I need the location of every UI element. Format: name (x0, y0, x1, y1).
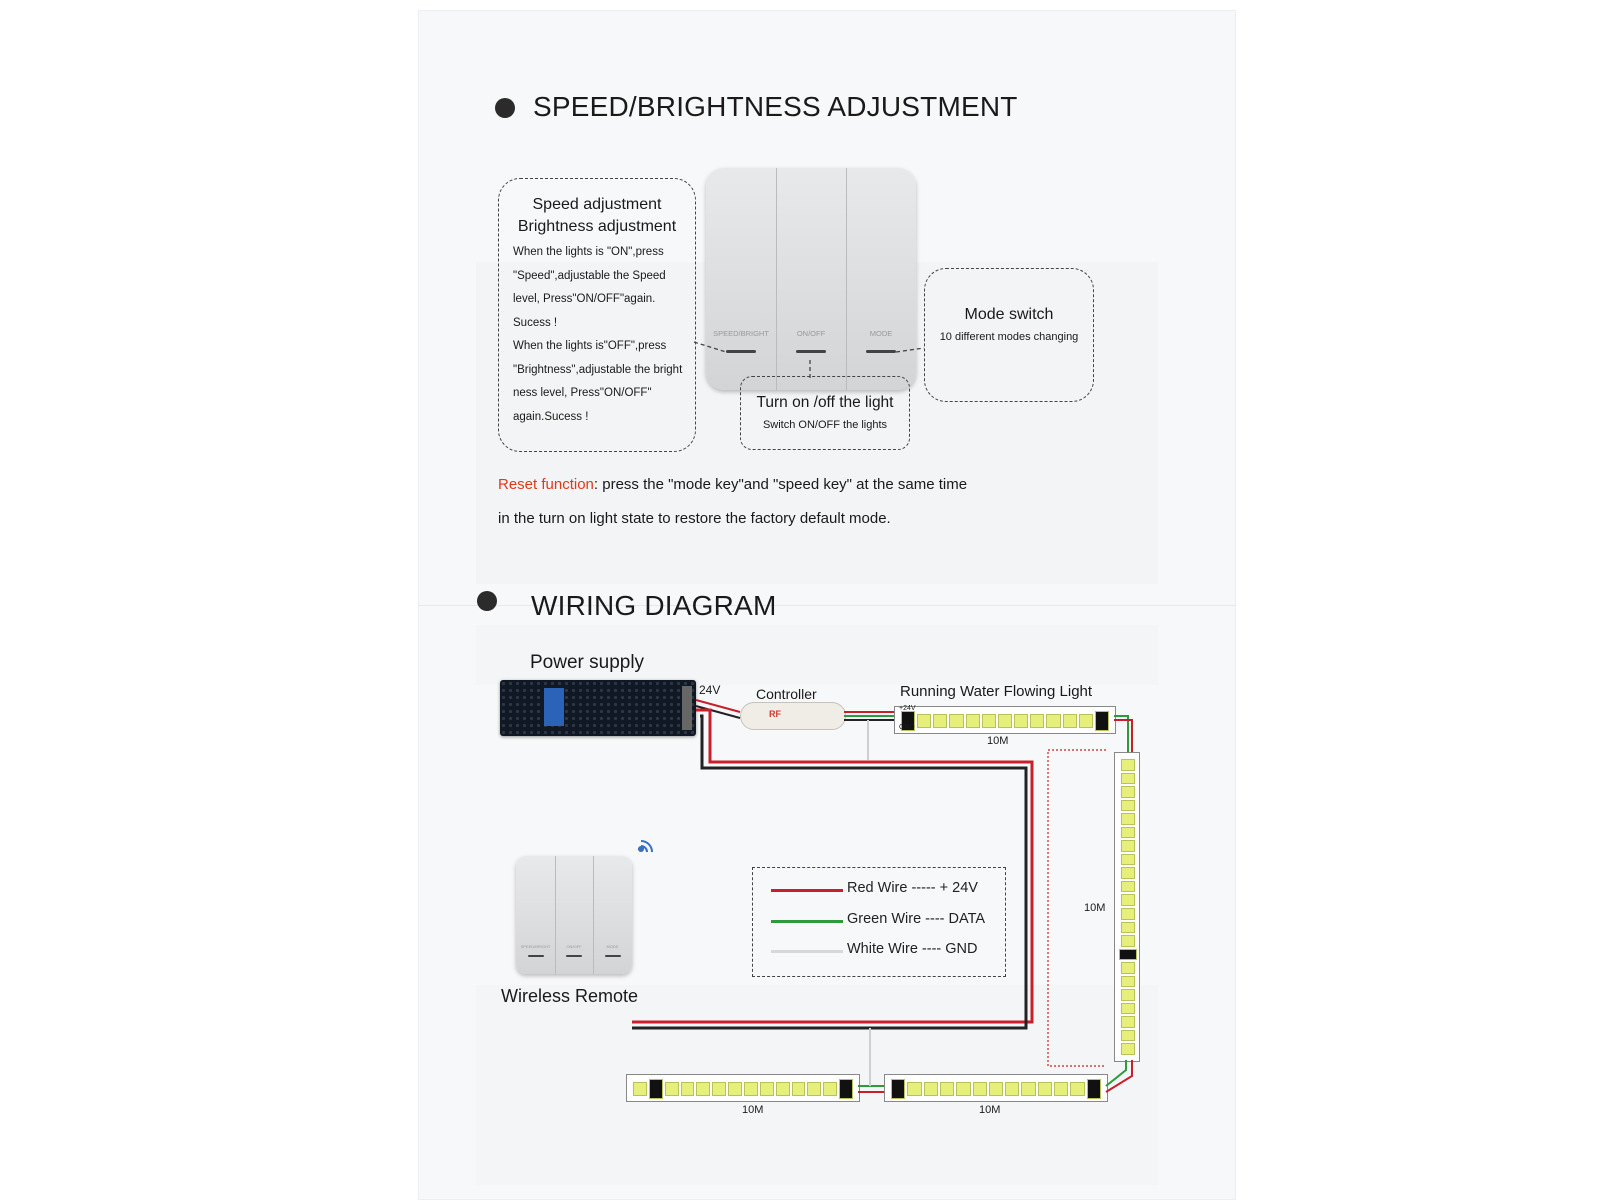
wireless-signal-icon (638, 838, 654, 854)
key-indicator (866, 350, 896, 353)
led-chip (998, 714, 1012, 728)
reset-function-text: : press the "mode key"and "speed key" at the same time (593, 476, 968, 493)
led-chip (1121, 800, 1135, 812)
led-chip (728, 1082, 742, 1096)
led-chip (1121, 759, 1135, 771)
led-chip (712, 1082, 726, 1096)
wireless-remote-label: Wireless Remote (501, 986, 639, 1006)
instruction-line: "Speed",adjustable the Speed (513, 269, 666, 282)
on-off-title: Turn on /off the light (756, 394, 894, 411)
key-indicator (528, 955, 544, 957)
section-bullet (495, 98, 515, 118)
led-chip (924, 1082, 938, 1096)
led-chip (1121, 894, 1135, 906)
led-chip (776, 1082, 790, 1096)
led-chip (1063, 714, 1077, 728)
key-label: MODE (869, 329, 893, 338)
legend-line-red (771, 889, 843, 892)
strip-title-label: Running Water Flowing Light (900, 683, 1093, 700)
mode-switch-subtitle: 10 different modes changing (939, 331, 1079, 343)
brightness-title: Brightness adjustment (517, 218, 677, 235)
mode-switch-callout (924, 268, 1094, 402)
led-chip (1030, 714, 1044, 728)
led-chip (1014, 714, 1028, 728)
led-chip (907, 1082, 921, 1096)
key-indicator (605, 955, 621, 957)
key-label: ON/OFF (566, 944, 582, 949)
led-chip (1121, 922, 1135, 934)
wireless-remote-photo (516, 856, 632, 974)
led-chip (633, 1082, 647, 1096)
reset-function-label: Reset function (498, 476, 594, 493)
led-chip (1005, 1082, 1019, 1096)
legend-red-text: Red Wire ----- + 24V (847, 880, 978, 896)
led-chip (823, 1082, 837, 1096)
led-chip (1079, 714, 1093, 728)
led-chip (1121, 962, 1135, 974)
speed-instructions (513, 241, 682, 429)
key-label: SPEED/BRIGHT (520, 944, 551, 949)
key-indicator (566, 955, 582, 957)
power-supply-label: Power supply (530, 652, 645, 673)
terminal-screws (682, 686, 692, 730)
led-chip (933, 714, 947, 728)
mode-switch-title: Mode switch (964, 306, 1054, 323)
reset-function-line2: in the turn on light state to restore the factory default mode. (498, 510, 891, 527)
key-indicator (726, 350, 756, 353)
led-chip (1121, 1016, 1135, 1028)
instruction-line: ness level, Press"ON/OFF" (513, 387, 652, 399)
led-chip (1119, 949, 1137, 961)
led-chip (1121, 989, 1135, 1001)
instruction-line: "Brightness",adjustable the bright (513, 363, 683, 376)
voltage-label: 24V (699, 683, 721, 697)
led-chip (989, 1082, 1003, 1096)
led-chip (1038, 1082, 1052, 1096)
led-chip (807, 1082, 821, 1096)
on-off-key (555, 856, 594, 974)
led-chip (966, 714, 980, 728)
speed-bright-key (516, 856, 556, 974)
instruction-line: Sucess ! (513, 316, 558, 329)
led-strip-right (1114, 752, 1140, 1062)
key-label: SPEED/BRIGHT (713, 329, 769, 338)
key-label: ON/OFF (796, 329, 826, 338)
mode-key (846, 168, 916, 390)
led-chip (839, 1079, 853, 1099)
led-chip (949, 714, 963, 728)
led-strip-bottom-left (626, 1074, 860, 1102)
speed-bright-key (706, 168, 777, 390)
led-chip (1121, 786, 1135, 798)
length-label: 10M (987, 735, 1009, 747)
controller-device (740, 702, 846, 730)
instruction-line: When the lights is "ON",press (513, 246, 664, 258)
power-supply-unit (500, 680, 696, 736)
led-chip (1121, 773, 1135, 785)
led-chip (744, 1082, 758, 1096)
legend-white-text: White Wire ---- GND (847, 941, 978, 957)
controller-label: Controller (756, 686, 817, 702)
wiring-section-heading: WIRING DIAGRAM (531, 590, 777, 621)
legend-green-text: Green Wire ---- DATA (847, 911, 986, 927)
led-chip (1121, 813, 1135, 825)
on-off-callout (740, 376, 910, 450)
led-chip (1121, 908, 1135, 920)
led-chip (1121, 935, 1135, 947)
controller-rf-tag: RF (769, 709, 781, 719)
length-label: 10M (742, 1104, 764, 1116)
led-chip (681, 1082, 695, 1096)
on-off-key (776, 168, 847, 390)
wire-legend (752, 867, 1006, 977)
led-chip (1054, 1082, 1068, 1096)
led-chip (665, 1082, 679, 1096)
led-chip (1021, 1082, 1035, 1096)
length-label: 10M (979, 1104, 1001, 1116)
speed-adjustment-callout (498, 178, 696, 452)
led-chip (956, 1082, 970, 1096)
led-chip (1121, 827, 1135, 839)
led-chip (1121, 976, 1135, 988)
key-indicator (796, 350, 826, 353)
led-chip (1046, 714, 1060, 728)
strip-pin-label: GND (899, 724, 915, 731)
led-chip (1121, 1030, 1135, 1042)
instruction-line: again.Sucess ! (513, 410, 589, 423)
led-chip (1121, 1003, 1135, 1015)
led-chip (792, 1082, 806, 1096)
strip-pin-label: +24V (899, 705, 916, 712)
led-chip (760, 1082, 774, 1096)
terminal-block (544, 688, 564, 726)
led-chip (940, 1082, 954, 1096)
led-chip (1121, 881, 1135, 893)
mode-key (593, 856, 632, 974)
led-chip (1070, 1082, 1084, 1096)
led-chip (1095, 711, 1109, 731)
led-chip (982, 714, 996, 728)
led-chip (891, 1079, 905, 1099)
led-strip-top (894, 706, 1116, 734)
legend-line-white (771, 950, 843, 953)
instruction-line: level, Press"ON/OFF"again. (513, 293, 656, 305)
led-chip (1121, 840, 1135, 852)
led-chip (649, 1079, 663, 1099)
reset-function-line1 (498, 476, 967, 493)
led-chip (1121, 867, 1135, 879)
remote-photo (706, 168, 916, 390)
led-chip (917, 714, 931, 728)
speed-title: Speed adjustment (532, 196, 662, 213)
section-bullet (477, 591, 497, 611)
led-chip (696, 1082, 710, 1096)
led-chip (1121, 854, 1135, 866)
instruction-line: When the lights is"OFF",press (513, 340, 667, 352)
legend-line-green (771, 920, 843, 923)
length-label: 10M (1084, 902, 1106, 914)
led-chip (973, 1082, 987, 1096)
led-chip (1121, 1043, 1135, 1055)
speed-section-heading: SPEED/BRIGHTNESS ADJUSTMENT (533, 91, 1018, 122)
led-strip-bottom-right (884, 1074, 1108, 1102)
key-label: MODE (606, 944, 619, 949)
on-off-subtitle: Switch ON/OFF the lights (762, 419, 888, 431)
led-chip (1087, 1079, 1101, 1099)
